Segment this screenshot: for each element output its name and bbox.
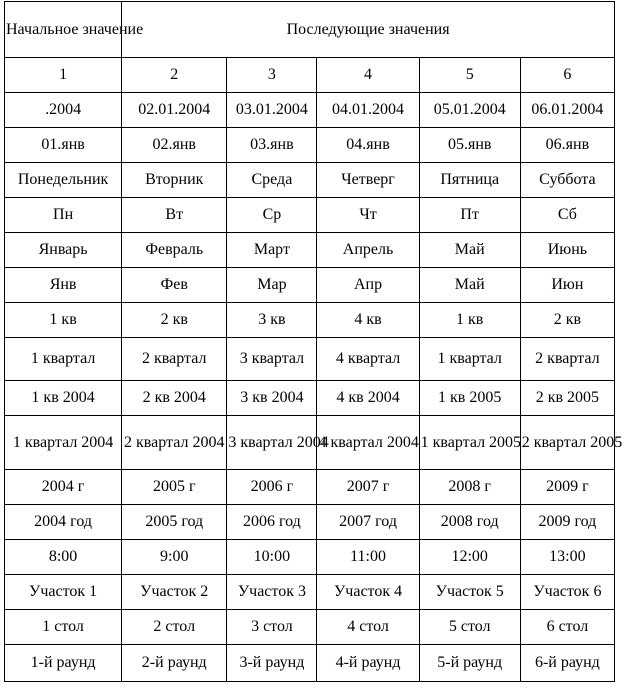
table-cell: 2007 г — [317, 470, 419, 505]
table-cell: Январь — [5, 233, 122, 268]
table-cell: 2 кв 2004 — [122, 381, 227, 416]
table-cell: 4 квартал — [317, 338, 419, 381]
table-row — [5, 233, 615, 268]
table-cell: 5-й раунд — [419, 645, 520, 682]
table-cell: Понедельник — [5, 163, 122, 198]
table-cell: 2 стол — [122, 610, 227, 645]
table-cell: Вторник — [122, 163, 227, 198]
table-cell: 4 — [317, 58, 419, 93]
table-row — [5, 505, 615, 540]
table-cell: 2006 год — [227, 505, 317, 540]
table-cell: 3-й раунд — [227, 645, 317, 682]
table-cell: 2 — [122, 58, 227, 93]
table-cell: 13:00 — [520, 540, 614, 575]
table-cell: 3 кв — [227, 303, 317, 338]
table-cell: 5 стол — [419, 610, 520, 645]
table-cell: Ср — [227, 198, 317, 233]
table-cell: 2007 год — [317, 505, 419, 540]
table-cell: Май — [419, 233, 520, 268]
table-cell: Сб — [520, 198, 614, 233]
table-row — [5, 303, 615, 338]
table-cell: 9:00 — [122, 540, 227, 575]
table-row — [5, 470, 615, 505]
table-cell: 1 квартал 2005 — [419, 416, 520, 470]
table-row — [5, 163, 615, 198]
table-cell: 06.01.2004 — [520, 93, 614, 128]
header-initial-value: Начальное значение — [5, 2, 122, 58]
table-row — [5, 575, 615, 610]
table-row — [5, 645, 615, 682]
table-cell: Янв — [5, 268, 122, 303]
table-cell: Июн — [520, 268, 614, 303]
table-cell: 2004 год — [5, 505, 122, 540]
table-body — [5, 2, 623, 682]
table-cell: 2 квартал 2005 — [520, 416, 614, 470]
table-cell: 2 кв — [122, 303, 227, 338]
table-cell: 10:00 — [227, 540, 317, 575]
table-cell: 2004 г — [5, 470, 122, 505]
table-cell: 1-й раунд — [5, 645, 122, 682]
table-row — [5, 93, 615, 128]
table-cell: 1 квартал — [419, 338, 520, 381]
table-cell: 4 кв 2004 — [317, 381, 419, 416]
table-cell: Участок 4 — [317, 575, 419, 610]
table-row — [5, 128, 615, 163]
table-row — [5, 198, 615, 233]
table-cell: .2004 — [5, 93, 122, 128]
table-cell: 1 — [5, 58, 122, 93]
table-cell: Апрель — [317, 233, 419, 268]
header-row — [5, 2, 615, 58]
table-cell: 02.янв — [122, 128, 227, 163]
table-row — [5, 338, 615, 381]
table-cell: 3 — [227, 58, 317, 93]
table-cell: 4 квартал 2004 — [317, 416, 419, 470]
table-cell: 3 кв 2004 — [227, 381, 317, 416]
table-cell: 2006 г — [227, 470, 317, 505]
table-cell: 1 квартал — [5, 338, 122, 381]
table-cell: 2009 г — [520, 470, 614, 505]
table-cell: 03.01.2004 — [227, 93, 317, 128]
table-cell: Суббота — [520, 163, 614, 198]
autofill-series-table — [4, 1, 623, 682]
table-cell: 2009 год — [520, 505, 614, 540]
table-cell: 3 квартал 2004 — [227, 416, 317, 470]
table-cell: 8:00 — [5, 540, 122, 575]
table-cell: 4 кв — [317, 303, 419, 338]
table-cell: 1 квартал 2004 — [5, 416, 122, 470]
table-cell: Фев — [122, 268, 227, 303]
table-cell: 04.01.2004 — [317, 93, 419, 128]
table-cell: 05.01.2004 — [419, 93, 520, 128]
table-cell: 05.янв — [419, 128, 520, 163]
table-cell: 2008 г — [419, 470, 520, 505]
table-cell: Апр — [317, 268, 419, 303]
table-cell: 3 квартал — [227, 338, 317, 381]
table-cell: 2008 год — [419, 505, 520, 540]
table-cell: Пт — [419, 198, 520, 233]
table-cell: 06.янв — [520, 128, 614, 163]
table-row — [5, 381, 615, 416]
table-cell: Май — [419, 268, 520, 303]
table-cell: Март — [227, 233, 317, 268]
table-cell: 02.01.2004 — [122, 93, 227, 128]
table-cell: 1 кв — [5, 303, 122, 338]
table-cell: Участок 1 — [5, 575, 122, 610]
table-cell: Пятница — [419, 163, 520, 198]
table-cell: 6-й раунд — [520, 645, 614, 682]
table-cell: 1 кв — [419, 303, 520, 338]
table-row — [5, 416, 615, 470]
table-cell: 4 стол — [317, 610, 419, 645]
table-cell: 4-й раунд — [317, 645, 419, 682]
table-cell: Среда — [227, 163, 317, 198]
table-cell: Мар — [227, 268, 317, 303]
header-following-values: Последующие значения — [122, 2, 615, 58]
table-cell: 2-й раунд — [122, 645, 227, 682]
table-cell: Чт — [317, 198, 419, 233]
table-cell: Пн — [5, 198, 122, 233]
table-cell: 2 квартал — [122, 338, 227, 381]
table-cell: 12:00 — [419, 540, 520, 575]
table-cell: 11:00 — [317, 540, 419, 575]
table-cell: 6 — [520, 58, 614, 93]
table-cell: 01.янв — [5, 128, 122, 163]
table-cell: Февраль — [122, 233, 227, 268]
table-cell: 2 кв 2005 — [520, 381, 614, 416]
table-cell: Участок 5 — [419, 575, 520, 610]
table-row — [5, 268, 615, 303]
table-cell: 1 кв 2005 — [419, 381, 520, 416]
table-cell: Участок 3 — [227, 575, 317, 610]
table-cell: 03.янв — [227, 128, 317, 163]
table-cell: 3 стол — [227, 610, 317, 645]
table-cell: Июнь — [520, 233, 614, 268]
table-row — [5, 58, 615, 93]
table-cell: 2005 г — [122, 470, 227, 505]
table-cell: Вт — [122, 198, 227, 233]
table-cell: 2 кв — [520, 303, 614, 338]
table-row — [5, 610, 615, 645]
table-cell: Четверг — [317, 163, 419, 198]
table-cell: 6 стол — [520, 610, 614, 645]
table-cell: Участок 2 — [122, 575, 227, 610]
table-cell: 5 — [419, 58, 520, 93]
table-cell: 1 стол — [5, 610, 122, 645]
table-cell: 1 кв 2004 — [5, 381, 122, 416]
table-row — [5, 540, 615, 575]
table-cell: 04.янв — [317, 128, 419, 163]
table-cell: Участок 6 — [520, 575, 614, 610]
table-cell: 2005 год — [122, 505, 227, 540]
table-cell: 2 квартал — [520, 338, 614, 381]
table-cell: 2 квартал 2004 — [122, 416, 227, 470]
